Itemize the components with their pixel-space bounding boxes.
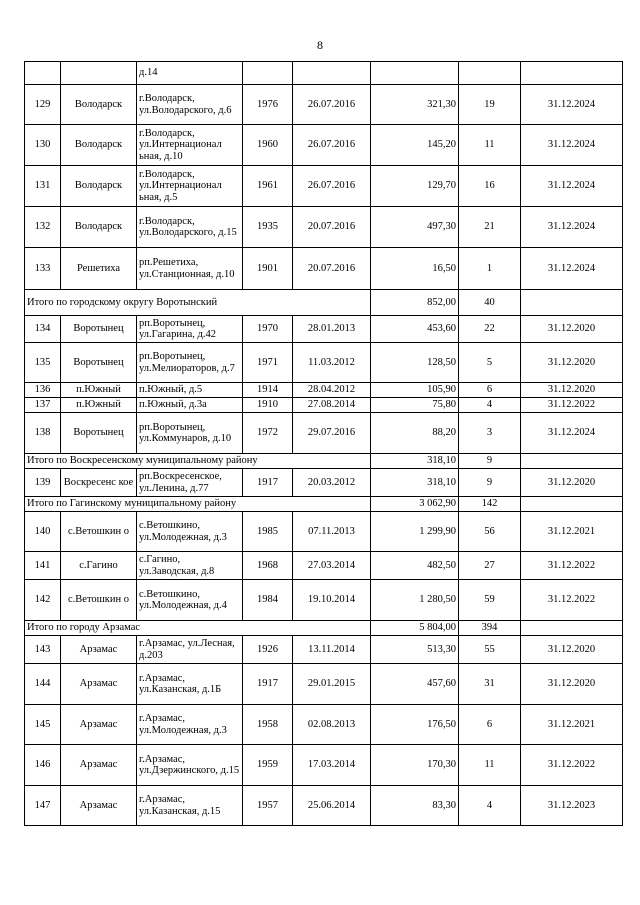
area-cell: 145,20 bbox=[371, 125, 459, 166]
residents-count-cell: 22 bbox=[459, 316, 521, 343]
locality-cell: Володарск bbox=[61, 207, 137, 248]
table-row bbox=[25, 580, 623, 621]
emergency-date-cell: 27.03.2014 bbox=[293, 552, 371, 580]
locality-cell: Воротынец bbox=[61, 316, 137, 343]
year-built-cell: 1926 bbox=[243, 636, 293, 664]
row-number-cell: 137 bbox=[25, 398, 61, 413]
row-number-cell: 147 bbox=[25, 786, 61, 826]
area-cell: 128,50 bbox=[371, 343, 459, 383]
residents-count-cell: 1 bbox=[459, 248, 521, 290]
locality-cell: п.Южный bbox=[61, 398, 137, 413]
year-built-cell: 1917 bbox=[243, 469, 293, 497]
residents-count-cell: 4 bbox=[459, 786, 521, 826]
row-number-cell bbox=[25, 62, 61, 85]
table-row bbox=[25, 745, 623, 786]
area-cell: 176,50 bbox=[371, 705, 459, 745]
emergency-date-cell: 28.01.2013 bbox=[293, 316, 371, 343]
emergency-date-cell: 25.06.2014 bbox=[293, 786, 371, 826]
table-row bbox=[25, 207, 623, 248]
year-built-cell bbox=[243, 62, 293, 85]
table-row bbox=[25, 248, 623, 290]
deadline-cell: 31.12.2020 bbox=[521, 469, 623, 497]
deadline-cell: 31.12.2024 bbox=[521, 85, 623, 125]
emergency-date-cell bbox=[293, 62, 371, 85]
year-built-cell: 1960 bbox=[243, 125, 293, 166]
address-cell: рп.Воскресенское, ул.Ленина, д.77 bbox=[137, 469, 243, 497]
year-built-cell: 1917 bbox=[243, 664, 293, 705]
table-row bbox=[25, 512, 623, 552]
table-row bbox=[25, 383, 623, 398]
total-row bbox=[25, 290, 623, 316]
total-area-cell: 852,00 bbox=[371, 290, 459, 316]
year-built-cell: 1972 bbox=[243, 413, 293, 454]
year-built-cell: 1984 bbox=[243, 580, 293, 621]
address-cell: с.Ветошкино, ул.Молодежная, д.3 bbox=[137, 512, 243, 552]
emergency-date-cell: 26.07.2016 bbox=[293, 125, 371, 166]
residents-count-cell bbox=[459, 62, 521, 85]
row-number-cell: 131 bbox=[25, 166, 61, 207]
residents-count-cell: 11 bbox=[459, 745, 521, 786]
locality-cell: с.Ветошкин о bbox=[61, 512, 137, 552]
deadline-cell: 31.12.2024 bbox=[521, 248, 623, 290]
row-number-cell: 139 bbox=[25, 469, 61, 497]
year-built-cell: 1961 bbox=[243, 166, 293, 207]
deadline-cell bbox=[521, 62, 623, 85]
total-count-cell: 9 bbox=[459, 454, 521, 469]
emergency-date-cell: 26.07.2016 bbox=[293, 166, 371, 207]
residents-count-cell: 6 bbox=[459, 705, 521, 745]
locality-cell: Арзамас bbox=[61, 705, 137, 745]
address-cell: д.14 bbox=[137, 62, 243, 85]
row-number-cell: 143 bbox=[25, 636, 61, 664]
table-row bbox=[25, 413, 623, 454]
residents-count-cell: 19 bbox=[459, 85, 521, 125]
locality-cell bbox=[61, 62, 137, 85]
residents-count-cell: 16 bbox=[459, 166, 521, 207]
deadline-cell: 31.12.2024 bbox=[521, 125, 623, 166]
empty-cell bbox=[521, 497, 623, 512]
locality-cell: Арзамас bbox=[61, 745, 137, 786]
table-row bbox=[25, 316, 623, 343]
residents-count-cell: 6 bbox=[459, 383, 521, 398]
emergency-date-cell: 11.03.2012 bbox=[293, 343, 371, 383]
row-number-cell: 142 bbox=[25, 580, 61, 621]
year-built-cell: 1959 bbox=[243, 745, 293, 786]
deadline-cell: 31.12.2022 bbox=[521, 398, 623, 413]
residents-count-cell: 59 bbox=[459, 580, 521, 621]
address-cell: г.Арзамас, ул.Лесная, д.203 bbox=[137, 636, 243, 664]
deadline-cell: 31.12.2024 bbox=[521, 166, 623, 207]
address-cell: рп.Воротынец, ул.Мелиораторов, д.7 bbox=[137, 343, 243, 383]
empty-cell bbox=[521, 621, 623, 636]
area-cell: 318,10 bbox=[371, 469, 459, 497]
table-row bbox=[25, 125, 623, 166]
deadline-cell: 31.12.2020 bbox=[521, 316, 623, 343]
locality-cell: Володарск bbox=[61, 125, 137, 166]
area-cell: 88,20 bbox=[371, 413, 459, 454]
deadline-cell: 31.12.2023 bbox=[521, 786, 623, 826]
address-cell: г.Арзамас, ул.Молодежная, д.3 bbox=[137, 705, 243, 745]
total-row bbox=[25, 497, 623, 512]
residents-count-cell: 21 bbox=[459, 207, 521, 248]
residents-count-cell: 55 bbox=[459, 636, 521, 664]
emergency-date-cell: 27.08.2014 bbox=[293, 398, 371, 413]
empty-cell bbox=[521, 290, 623, 316]
residents-count-cell: 27 bbox=[459, 552, 521, 580]
emergency-date-cell: 26.07.2016 bbox=[293, 85, 371, 125]
row-number-cell: 140 bbox=[25, 512, 61, 552]
table-row bbox=[25, 398, 623, 413]
row-number-cell: 129 bbox=[25, 85, 61, 125]
year-built-cell: 1968 bbox=[243, 552, 293, 580]
total-area-cell: 318,10 bbox=[371, 454, 459, 469]
total-label-cell: Итого по Гагинскому муниципальному району bbox=[25, 497, 371, 512]
address-cell: г.Арзамас, ул.Казанская, д.1Б bbox=[137, 664, 243, 705]
row-number-cell: 146 bbox=[25, 745, 61, 786]
table-row bbox=[25, 636, 623, 664]
area-cell: 16,50 bbox=[371, 248, 459, 290]
page-number: 8 bbox=[317, 38, 323, 52]
year-built-cell: 1985 bbox=[243, 512, 293, 552]
empty-cell bbox=[521, 454, 623, 469]
total-count-cell: 394 bbox=[459, 621, 521, 636]
deadline-cell: 31.12.2020 bbox=[521, 664, 623, 705]
area-cell: 1 299,90 bbox=[371, 512, 459, 552]
emergency-date-cell: 28.04.2012 bbox=[293, 383, 371, 398]
emergency-date-cell: 20.07.2016 bbox=[293, 207, 371, 248]
row-number-cell: 136 bbox=[25, 383, 61, 398]
locality-cell: Решетиха bbox=[61, 248, 137, 290]
table-body bbox=[25, 62, 623, 826]
total-label-cell: Итого по городскому округу Воротынский bbox=[25, 290, 371, 316]
year-built-cell: 1958 bbox=[243, 705, 293, 745]
row-number-cell: 132 bbox=[25, 207, 61, 248]
area-cell: 497,30 bbox=[371, 207, 459, 248]
table-row bbox=[25, 664, 623, 705]
row-number-cell: 135 bbox=[25, 343, 61, 383]
row-number-cell: 144 bbox=[25, 664, 61, 705]
locality-cell: Арзамас bbox=[61, 664, 137, 705]
year-built-cell: 1910 bbox=[243, 398, 293, 413]
residents-count-cell: 11 bbox=[459, 125, 521, 166]
year-built-cell: 1970 bbox=[243, 316, 293, 343]
total-row bbox=[25, 454, 623, 469]
table-row bbox=[25, 469, 623, 497]
address-cell: г.Арзамас, ул.Дзержинского, д.15 bbox=[137, 745, 243, 786]
emergency-date-cell: 29.01.2015 bbox=[293, 664, 371, 705]
address-cell: г.Володарск, ул.Володарского, д.15 bbox=[137, 207, 243, 248]
area-cell: 513,30 bbox=[371, 636, 459, 664]
area-cell: 170,30 bbox=[371, 745, 459, 786]
row-number-cell: 138 bbox=[25, 413, 61, 454]
year-built-cell: 1971 bbox=[243, 343, 293, 383]
deadline-cell: 31.12.2022 bbox=[521, 745, 623, 786]
deadline-cell: 31.12.2024 bbox=[521, 207, 623, 248]
residents-count-cell: 3 bbox=[459, 413, 521, 454]
locality-cell: с.Гагино bbox=[61, 552, 137, 580]
area-cell: 1 280,50 bbox=[371, 580, 459, 621]
emergency-date-cell: 19.10.2014 bbox=[293, 580, 371, 621]
area-cell: 457,60 bbox=[371, 664, 459, 705]
deadline-cell: 31.12.2020 bbox=[521, 343, 623, 383]
table-row bbox=[25, 705, 623, 745]
area-cell: 105,90 bbox=[371, 383, 459, 398]
table-row bbox=[25, 786, 623, 826]
total-label-cell: Итого по городу Арзамас bbox=[25, 621, 371, 636]
total-count-cell: 142 bbox=[459, 497, 521, 512]
deadline-cell: 31.12.2024 bbox=[521, 413, 623, 454]
total-row bbox=[25, 621, 623, 636]
year-built-cell: 1935 bbox=[243, 207, 293, 248]
address-cell: с.Гагино, ул.Заводская, д.8 bbox=[137, 552, 243, 580]
table-row bbox=[25, 85, 623, 125]
emergency-date-cell: 20.03.2012 bbox=[293, 469, 371, 497]
emergency-date-cell: 20.07.2016 bbox=[293, 248, 371, 290]
residents-count-cell: 31 bbox=[459, 664, 521, 705]
total-area-cell: 3 062,90 bbox=[371, 497, 459, 512]
area-cell: 75,80 bbox=[371, 398, 459, 413]
row-number-cell: 141 bbox=[25, 552, 61, 580]
year-built-cell: 1976 bbox=[243, 85, 293, 125]
emergency-date-cell: 17.03.2014 bbox=[293, 745, 371, 786]
year-built-cell: 1914 bbox=[243, 383, 293, 398]
residents-count-cell: 56 bbox=[459, 512, 521, 552]
residents-count-cell: 5 bbox=[459, 343, 521, 383]
address-cell: г.Володарск, ул.Володарского, д.6 bbox=[137, 85, 243, 125]
locality-cell: п.Южный bbox=[61, 383, 137, 398]
year-built-cell: 1957 bbox=[243, 786, 293, 826]
emergency-date-cell: 07.11.2013 bbox=[293, 512, 371, 552]
deadline-cell: 31.12.2020 bbox=[521, 636, 623, 664]
locality-cell: Арзамас bbox=[61, 636, 137, 664]
locality-cell: Воротынец bbox=[61, 343, 137, 383]
deadline-cell: 31.12.2021 bbox=[521, 512, 623, 552]
emergency-date-cell: 13.11.2014 bbox=[293, 636, 371, 664]
address-cell: п.Южный, д.3а bbox=[137, 398, 243, 413]
locality-cell: Арзамас bbox=[61, 786, 137, 826]
residents-count-cell: 9 bbox=[459, 469, 521, 497]
address-cell: с.Ветошкино, ул.Молодежная, д.4 bbox=[137, 580, 243, 621]
table-row bbox=[25, 62, 623, 85]
address-cell: п.Южный, д.5 bbox=[137, 383, 243, 398]
residents-count-cell: 4 bbox=[459, 398, 521, 413]
area-cell: 321,30 bbox=[371, 85, 459, 125]
row-number-cell: 133 bbox=[25, 248, 61, 290]
deadline-cell: 31.12.2022 bbox=[521, 552, 623, 580]
locality-cell: с.Ветошкин о bbox=[61, 580, 137, 621]
locality-cell: Володарск bbox=[61, 166, 137, 207]
area-cell: 129,70 bbox=[371, 166, 459, 207]
address-cell: г.Володарск, ул.Интернационал ьная, д.10 bbox=[137, 125, 243, 166]
table-row bbox=[25, 343, 623, 383]
emergency-date-cell: 02.08.2013 bbox=[293, 705, 371, 745]
area-cell bbox=[371, 62, 459, 85]
address-cell: г.Арзамас, ул.Казанская, д.15 bbox=[137, 786, 243, 826]
deadline-cell: 31.12.2020 bbox=[521, 383, 623, 398]
total-area-cell: 5 804,00 bbox=[371, 621, 459, 636]
address-cell: рп.Воротынец, ул.Гагарина, д.42 bbox=[137, 316, 243, 343]
address-cell: рп.Воротынец, ул.Коммунаров, д.10 bbox=[137, 413, 243, 454]
total-count-cell: 40 bbox=[459, 290, 521, 316]
locality-cell: Воротынец bbox=[61, 413, 137, 454]
row-number-cell: 130 bbox=[25, 125, 61, 166]
emergency-date-cell: 29.07.2016 bbox=[293, 413, 371, 454]
area-cell: 453,60 bbox=[371, 316, 459, 343]
table-row bbox=[25, 166, 623, 207]
address-cell: г.Володарск, ул.Интернационал ьная, д.5 bbox=[137, 166, 243, 207]
locality-cell: Воскресенс кое bbox=[61, 469, 137, 497]
deadline-cell: 31.12.2021 bbox=[521, 705, 623, 745]
row-number-cell: 145 bbox=[25, 705, 61, 745]
table-row bbox=[25, 552, 623, 580]
deadline-cell: 31.12.2022 bbox=[521, 580, 623, 621]
area-cell: 482,50 bbox=[371, 552, 459, 580]
address-cell: рп.Решетиха, ул.Станционная, д.10 bbox=[137, 248, 243, 290]
area-cell: 83,30 bbox=[371, 786, 459, 826]
year-built-cell: 1901 bbox=[243, 248, 293, 290]
total-label-cell: Итого по Воскресенскому муниципальному району bbox=[25, 454, 371, 469]
locality-cell: Володарск bbox=[61, 85, 137, 125]
housing-register-table bbox=[24, 61, 623, 826]
row-number-cell: 134 bbox=[25, 316, 61, 343]
